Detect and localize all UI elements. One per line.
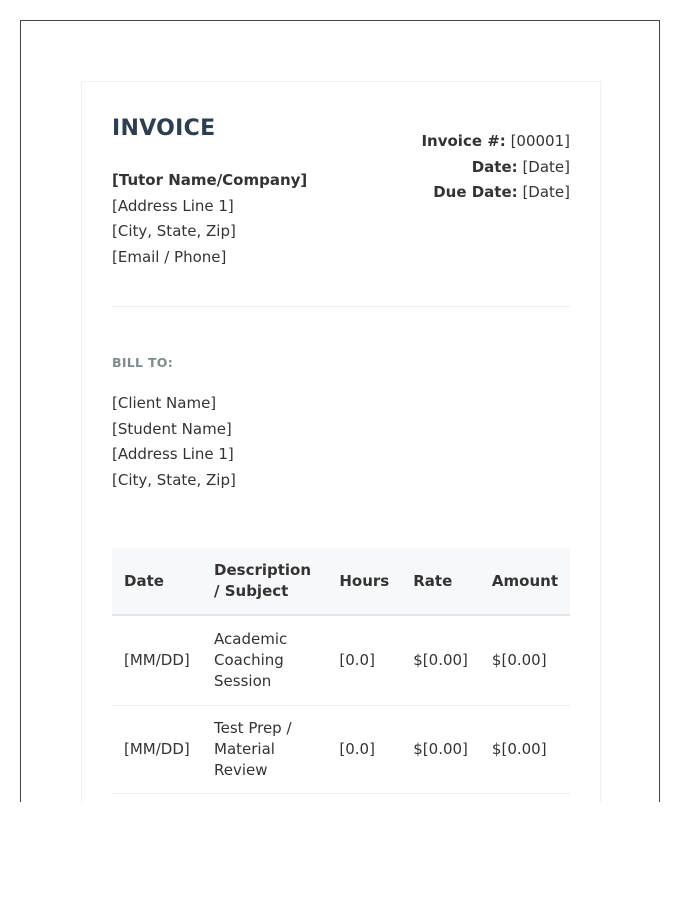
column-header-hours: Hours xyxy=(327,548,401,615)
due-date-label: Due Date: xyxy=(433,183,518,201)
table-row xyxy=(112,706,570,794)
row-amount: $[0.00] xyxy=(480,706,570,794)
row-description: Test Prep / Material Review xyxy=(202,706,327,794)
row-amount: $[0.00] xyxy=(480,615,570,706)
due-date-value: [Date] xyxy=(522,183,570,201)
student-name: [Student Name] xyxy=(112,419,232,438)
row-hours: [0.0] xyxy=(327,706,401,794)
row-rate: $[0.00] xyxy=(401,706,480,794)
client-name: [Client Name] xyxy=(112,394,217,412)
invoice-number-line xyxy=(421,129,570,155)
client-address-line: [Address Line 1] xyxy=(112,445,234,463)
due-date-line xyxy=(421,180,570,206)
sender-contact: [Email / Phone] xyxy=(112,247,227,266)
row-hours: [0.0] xyxy=(327,615,401,706)
line-items-table xyxy=(112,548,570,794)
invoice-date-value: [Date] xyxy=(522,157,570,176)
invoice-date-label: Date: xyxy=(471,157,518,176)
table-row xyxy=(112,615,570,706)
client-city-state-zip: [City, State, Zip] xyxy=(112,470,236,489)
document-page xyxy=(20,20,660,802)
column-header-description: Description / Subject xyxy=(202,548,327,615)
sender-city-state-zip: [City, State, Zip] xyxy=(112,222,236,240)
row-date: [MM/DD] xyxy=(112,615,202,706)
header-divider xyxy=(112,306,570,307)
row-rate: $[0.00] xyxy=(401,615,480,706)
column-header-amount: Amount xyxy=(480,548,570,615)
sender-name: [Tutor Name/Company] xyxy=(112,171,308,189)
invoice-number-label: Invoice #: xyxy=(421,132,506,150)
sender-address-line: [Address Line 1] xyxy=(112,196,234,215)
sender-block xyxy=(112,168,307,270)
bill-to-label: BILL TO: xyxy=(112,355,174,370)
column-header-date: Date xyxy=(112,548,202,615)
invoice-date-line xyxy=(421,155,570,181)
row-date: [MM/DD] xyxy=(112,706,202,794)
invoice-card xyxy=(81,81,601,802)
bill-to-block xyxy=(112,391,236,493)
invoice-title: INVOICE xyxy=(112,116,216,141)
invoice-number-value: [00001] xyxy=(510,132,570,150)
table-header-row xyxy=(112,548,570,615)
column-header-rate: Rate xyxy=(401,548,480,615)
row-description: Academic Coaching Session xyxy=(202,615,327,706)
invoice-meta xyxy=(421,129,570,206)
